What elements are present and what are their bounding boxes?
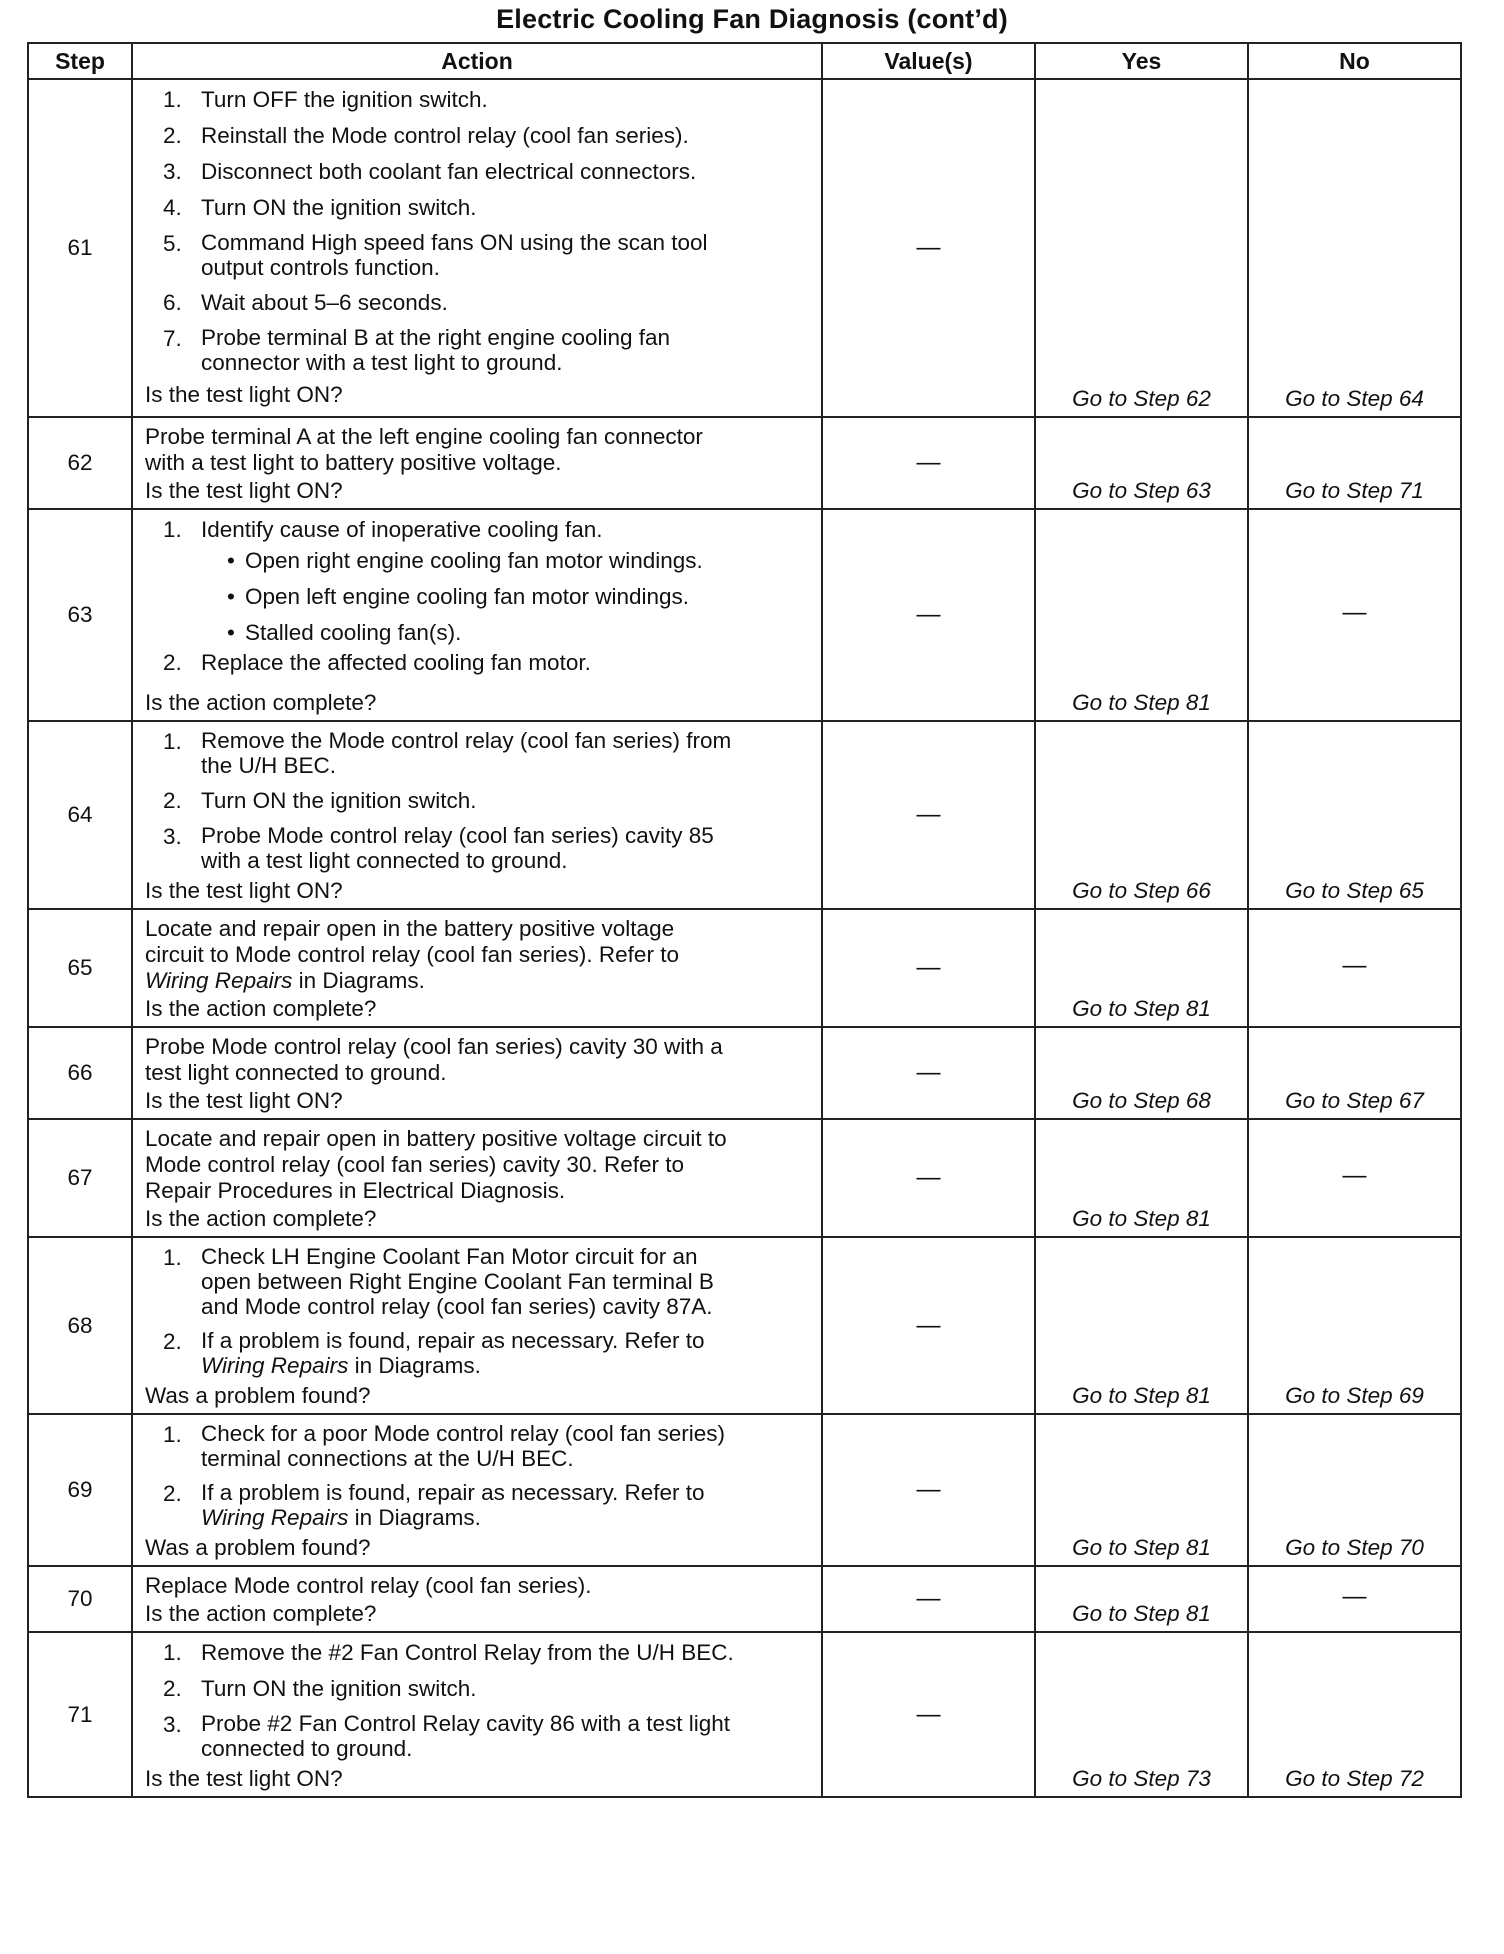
action-item: Disconnect both coolant fan electrical connectors. (201, 159, 697, 184)
action-item: If a problem is found, repair as necessary. Refer to (201, 1480, 705, 1505)
action-item: Remove the #2 Fan Control Relay from the U/H BEC. (201, 1640, 734, 1665)
item-number: 2. (163, 650, 182, 675)
yes-cell: Go to Step 73 (1035, 1632, 1248, 1797)
action-cell (132, 1027, 822, 1119)
question: Is the action complete? (145, 996, 377, 1021)
yes-cell: Go to Step 81 (1035, 1566, 1248, 1632)
action-item: If a problem is found, repair as necessary. Refer to (201, 1328, 705, 1353)
yes-cell: Go to Step 63 (1035, 417, 1248, 509)
action-cell (132, 1414, 822, 1566)
table-row (28, 721, 1461, 909)
item-number: 4. (163, 195, 182, 220)
item-number: 1. (163, 729, 182, 754)
header-yes: Yes (1035, 43, 1248, 79)
item-number: 2. (163, 1329, 182, 1354)
action-item: Probe #2 Fan Control Relay cavity 86 with a test light (201, 1711, 731, 1736)
question: Is the action complete? (145, 1601, 377, 1626)
step-number: 61 (28, 79, 132, 417)
item-number: 7. (163, 326, 182, 351)
action-text: Mode control relay (cool fan series) cavity 30. Refer to (145, 1152, 684, 1177)
action-item: Turn ON the ignition switch. (201, 1676, 477, 1701)
header-no: No (1248, 43, 1461, 79)
action-cell (132, 79, 822, 417)
yes-cell: Go to Step 81 (1035, 1414, 1248, 1566)
action-item (201, 1353, 811, 1378)
action-text: with a test light to battery positive voltage. (145, 450, 562, 475)
action-item: output controls function. (201, 255, 440, 280)
step-number: 67 (28, 1119, 132, 1237)
yes-cell: Go to Step 81 (1035, 1119, 1248, 1237)
item-number: 3. (163, 159, 182, 184)
table-row (28, 1566, 1461, 1632)
question: Is the test light ON? (145, 1766, 343, 1791)
action-cell (132, 909, 822, 1027)
bullet-item: • Open right engine cooling fan motor windings. (209, 547, 811, 574)
bullet-item: • Stalled cooling fan(s). (209, 619, 811, 646)
value-cell: — (822, 1027, 1035, 1119)
item-number: 3. (163, 1712, 182, 1737)
question: Was a problem found? (145, 1383, 371, 1408)
action-item: the U/H BEC. (201, 753, 337, 778)
table-header-row (28, 43, 1461, 79)
header-step: Step (28, 43, 132, 79)
action-cell (132, 1237, 822, 1414)
value-cell: — (822, 79, 1035, 417)
item-number: 2. (163, 123, 182, 148)
step-number: 63 (28, 509, 132, 721)
action-item: and Mode control relay (cool fan series) cavity 87A. (201, 1294, 713, 1319)
table-row (28, 1237, 1461, 1414)
reference-link: Wiring Repairs (201, 1353, 349, 1378)
question: Is the test light ON? (145, 878, 343, 903)
action-item: Check LH Engine Coolant Fan Motor circuit for an (201, 1244, 698, 1269)
no-cell: Go to Step 72 (1248, 1632, 1461, 1797)
yes-cell: Go to Step 81 (1035, 909, 1248, 1027)
value-cell: — (822, 1119, 1035, 1237)
action-text: Locate and repair open in battery positive voltage circuit to (145, 1126, 727, 1151)
bullet-item: • Open left engine cooling fan motor windings. (209, 583, 811, 610)
action-item: Probe terminal B at the right engine cooling fan (201, 325, 671, 350)
action-text: Replace Mode control relay (cool fan series). (145, 1573, 592, 1598)
action-item: open between Right Engine Coolant Fan terminal B (201, 1269, 714, 1294)
action-item: Reinstall the Mode control relay (cool fan series). (201, 123, 689, 148)
action-item: with a test light connected to ground. (201, 848, 568, 873)
header-values: Value(s) (822, 43, 1035, 79)
action-item: connected to ground. (201, 1736, 413, 1761)
action-text: test light connected to ground. (145, 1060, 447, 1085)
action-text-tail: in Diagrams. (348, 1505, 481, 1530)
item-number: 5. (163, 231, 182, 256)
action-item: Remove the Mode control relay (cool fan series) from (201, 728, 732, 753)
step-number: 62 (28, 417, 132, 509)
value-cell: — (822, 721, 1035, 909)
reference-link: Wiring Repairs (201, 1505, 349, 1530)
step-number: 69 (28, 1414, 132, 1566)
action-item: Replace the affected cooling fan motor. (201, 650, 591, 675)
no-cell: — (1248, 1566, 1461, 1632)
question: Is the test light ON? (145, 382, 343, 407)
value-cell: — (822, 1414, 1035, 1566)
action-item (201, 1505, 811, 1530)
action-item: Turn ON the ignition switch. (201, 195, 477, 220)
action-text: circuit to Mode control relay (cool fan series). Refer to (145, 942, 679, 967)
action-item: Turn ON the ignition switch. (201, 788, 477, 813)
action-text: Repair Procedures in Electrical Diagnosis. (145, 1178, 566, 1203)
action-item: connector with a test light to ground. (201, 350, 563, 375)
yes-cell: Go to Step 68 (1035, 1027, 1248, 1119)
item-number: 2. (163, 1676, 182, 1701)
action-item: Identify cause of inoperative cooling fan. (201, 517, 603, 542)
question: Is the action complete? (145, 690, 377, 715)
value-cell: — (822, 509, 1035, 721)
no-cell: — (1248, 509, 1461, 721)
table-row (28, 1632, 1461, 1797)
no-cell: Go to Step 64 (1248, 79, 1461, 417)
value-cell: — (822, 1566, 1035, 1632)
action-cell (132, 1119, 822, 1237)
question: Is the action complete? (145, 1206, 377, 1231)
item-number: 3. (163, 824, 182, 849)
step-number: 71 (28, 1632, 132, 1797)
value-cell: — (822, 909, 1035, 1027)
yes-cell: Go to Step 62 (1035, 79, 1248, 417)
action-text: Locate and repair open in the battery positive voltage (145, 916, 675, 941)
item-number: 2. (163, 788, 182, 813)
item-number: 1. (163, 1422, 182, 1447)
table-row (28, 1119, 1461, 1237)
reference-link: Wiring Repairs (145, 968, 293, 993)
step-number: 64 (28, 721, 132, 909)
yes-cell: Go to Step 66 (1035, 721, 1248, 909)
step-number: 66 (28, 1027, 132, 1119)
step-number: 70 (28, 1566, 132, 1632)
action-item: terminal connections at the U/H BEC. (201, 1446, 574, 1471)
table-row (28, 1414, 1461, 1566)
no-cell: Go to Step 69 (1248, 1237, 1461, 1414)
no-cell: Go to Step 71 (1248, 417, 1461, 509)
action-cell (132, 417, 822, 509)
item-number: 1. (163, 1640, 182, 1665)
yes-cell: Go to Step 81 (1035, 1237, 1248, 1414)
question: Was a problem found? (145, 1535, 371, 1560)
step-number: 68 (28, 1237, 132, 1414)
table-row (28, 79, 1461, 417)
step-number: 65 (28, 909, 132, 1027)
action-text (145, 968, 811, 994)
action-item: Check for a poor Mode control relay (cool fan series) (201, 1421, 725, 1446)
action-text-tail: in Diagrams. (292, 968, 425, 993)
table-row (28, 417, 1461, 509)
action-item: Probe Mode control relay (cool fan series) cavity 85 (201, 823, 714, 848)
action-text: Probe Mode control relay (cool fan series) cavity 30 with a (145, 1034, 723, 1059)
table-row (28, 909, 1461, 1027)
action-item: Wait about 5–6 seconds. (201, 290, 448, 315)
item-number: 1. (163, 517, 182, 542)
item-number: 1. (163, 87, 182, 112)
no-cell: — (1248, 1119, 1461, 1237)
action-text: Probe terminal A at the left engine cooling fan connector (145, 424, 703, 449)
question: Is the test light ON? (145, 1088, 343, 1113)
action-cell (132, 1566, 822, 1632)
header-action: Action (132, 43, 822, 79)
action-item: Command High speed fans ON using the scan tool (201, 230, 708, 255)
action-text-tail: in Diagrams. (348, 1353, 481, 1378)
table-row (28, 1027, 1461, 1119)
action-item: Turn OFF the ignition switch. (201, 87, 488, 112)
diagnosis-table (27, 42, 1462, 1798)
item-number: 1. (163, 1245, 182, 1270)
no-cell: Go to Step 67 (1248, 1027, 1461, 1119)
page-title: Electric Cooling Fan Diagnosis (cont’d) (496, 4, 1008, 34)
action-cell (132, 1632, 822, 1797)
action-cell (132, 721, 822, 909)
question: Is the test light ON? (145, 478, 343, 503)
item-number: 2. (163, 1481, 182, 1506)
table-row (28, 509, 1461, 721)
value-cell: — (822, 1237, 1035, 1414)
no-cell: Go to Step 70 (1248, 1414, 1461, 1566)
no-cell: — (1248, 909, 1461, 1027)
item-number: 6. (163, 290, 182, 315)
value-cell: — (822, 417, 1035, 509)
value-cell: — (822, 1632, 1035, 1797)
no-cell: Go to Step 65 (1248, 721, 1461, 909)
yes-cell: Go to Step 81 (1035, 509, 1248, 721)
action-cell (132, 509, 822, 721)
